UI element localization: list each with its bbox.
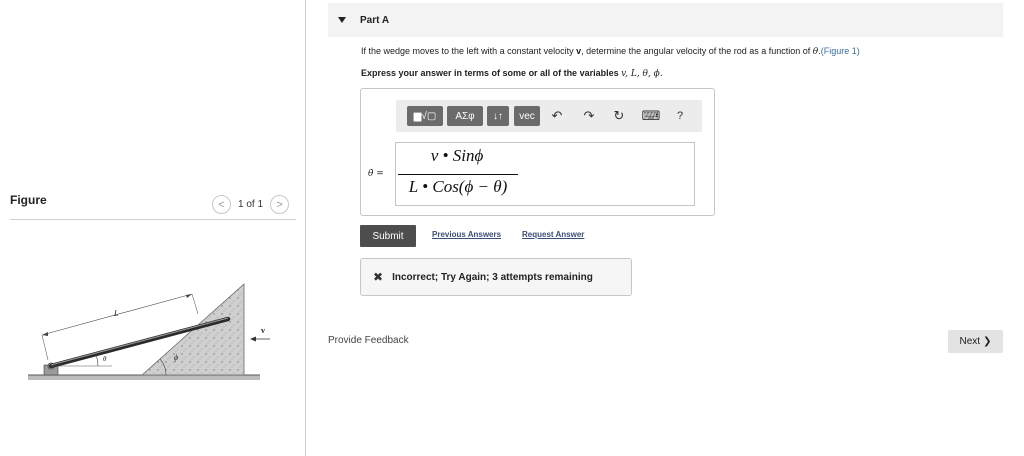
figure-count: 1 of 1 <box>238 199 264 210</box>
answer-numerator: v • Sinϕ <box>430 146 484 165</box>
provide-feedback-link[interactable]: Provide Feedback <box>328 335 409 346</box>
theta-label: θ <box>103 355 107 363</box>
close-x-icon: ✖ <box>373 270 384 284</box>
variable-list: v, L, θ, ϕ. <box>621 69 663 79</box>
keyboard-icon: ⌨ <box>641 108 661 123</box>
submit-button[interactable]: Submit <box>360 225 416 247</box>
answer-lhs: θ̇ = <box>368 169 384 179</box>
velocity-label: v <box>261 326 265 335</box>
ground <box>28 375 260 380</box>
request-answer-link[interactable]: Request Answer <box>522 230 585 239</box>
part-title: Part A <box>360 14 390 26</box>
feedback-text: Incorrect; Try Again; 3 attempts remaining <box>392 271 593 283</box>
templates-button[interactable] <box>407 106 443 126</box>
reset-button[interactable] <box>611 106 627 126</box>
chevron-right-icon: ❯ <box>983 336 992 347</box>
templates-icon: ▆√▢ <box>413 110 437 122</box>
divider <box>10 219 296 220</box>
question-text: If the wedge moves to the left with a constant velocity v, determine the angular velocity of the rod as a function of θ.(Figure 1) <box>361 46 860 57</box>
collapse-caret-icon[interactable] <box>338 17 346 23</box>
redo-button[interactable] <box>581 106 597 126</box>
fraction-bar <box>398 174 518 175</box>
math-toolbar <box>396 100 702 132</box>
figure-heading: Figure <box>10 193 47 207</box>
prev-figure-button[interactable] <box>212 195 231 214</box>
help-button[interactable] <box>673 106 687 126</box>
figure-pager <box>212 195 289 214</box>
answer-instructions: Express your answer in terms of some or all of the variables v, L, θ, ϕ. <box>361 68 663 79</box>
next-button[interactable]: Next ❯ <box>948 330 1003 353</box>
chevron-left-icon: < <box>218 198 225 211</box>
figure-link[interactable]: (Figure 1) <box>820 46 860 56</box>
answer-input[interactable] <box>395 142 695 206</box>
subscript-superscript-button[interactable] <box>487 106 509 126</box>
part-a-header[interactable] <box>328 3 1003 37</box>
undo-button[interactable] <box>549 106 565 126</box>
help-icon: ? <box>676 110 684 122</box>
undo-icon: ↶ <box>551 108 563 123</box>
reset-icon: ↻ <box>613 108 625 123</box>
figure-panel <box>0 0 306 456</box>
wedge-rod-diagram <box>20 272 270 390</box>
answer-box <box>360 88 715 216</box>
answer-denominator: L • Cos(ϕ − θ) <box>408 177 508 196</box>
chevron-right-icon: > <box>276 198 283 211</box>
feedback-message <box>360 258 632 296</box>
vec-button[interactable]: vec <box>514 106 540 126</box>
arrows-updown-icon: ↓↑ <box>493 110 503 122</box>
greek-symbols-button[interactable] <box>447 106 483 126</box>
velocity-variable: v <box>576 46 582 56</box>
previous-answers-link[interactable]: Previous Answers <box>432 230 502 239</box>
next-figure-button[interactable] <box>270 195 289 214</box>
phi-label: ϕ <box>174 353 179 362</box>
theta-variable: θ <box>812 47 819 57</box>
greek-icon: ΑΣφ <box>455 110 475 122</box>
keyboard-button[interactable] <box>642 106 660 126</box>
length-label: L <box>114 309 119 318</box>
redo-icon: ↷ <box>583 108 595 123</box>
